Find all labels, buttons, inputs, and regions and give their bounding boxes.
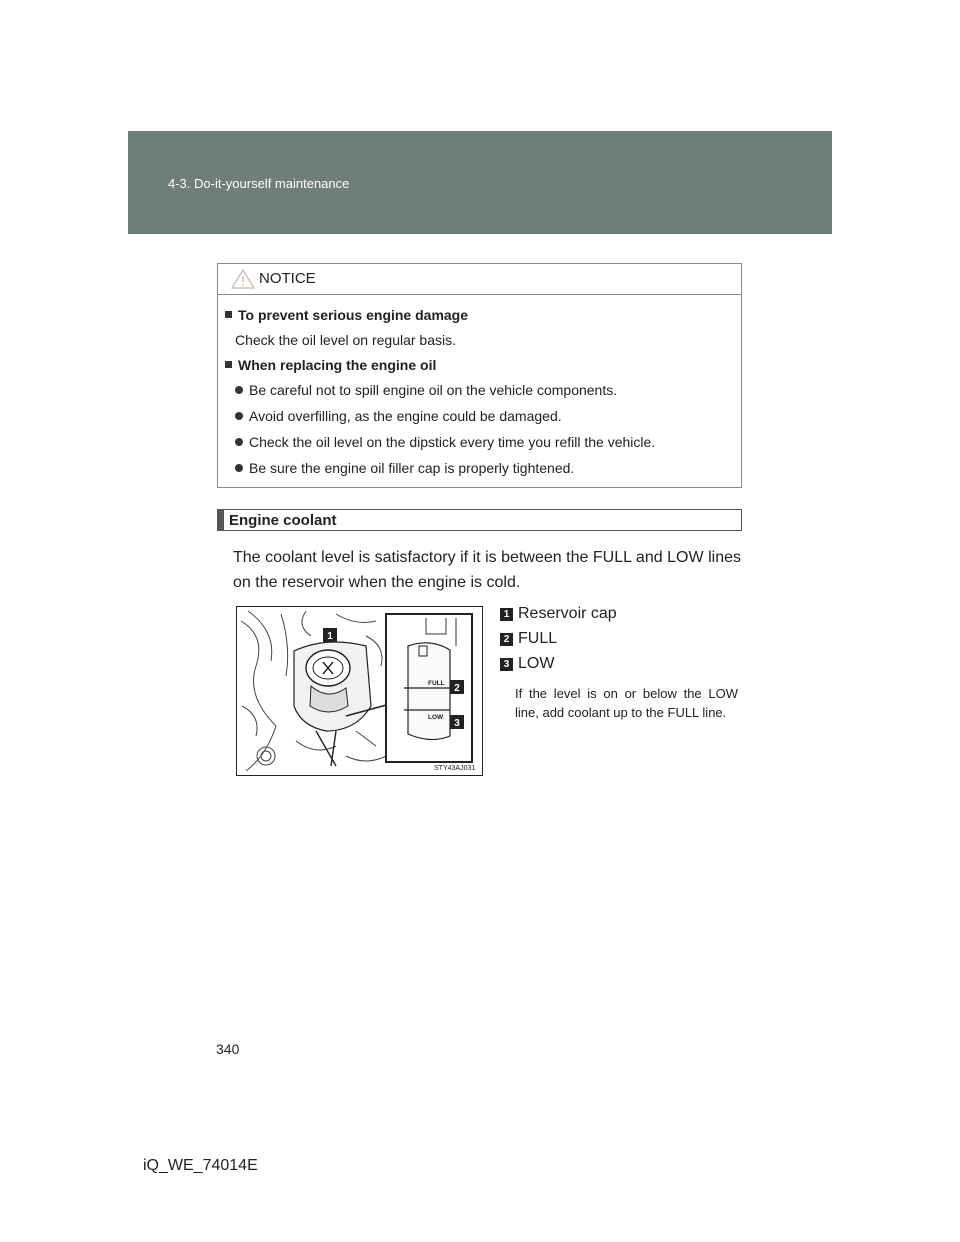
coolant-note: If the level is on or below the LOW line, add coolant up to the FULL line. — [515, 686, 738, 720]
engine-coolant-heading — [217, 509, 742, 531]
callout-3-label: 3 — [454, 718, 460, 729]
figure-code: STY43AJ031 — [434, 765, 476, 772]
header-band — [128, 131, 832, 234]
round-bullet-icon — [235, 438, 243, 446]
round-bullet-icon — [235, 386, 243, 394]
notice-title: NOTICE — [259, 270, 316, 287]
subsection-title: Engine coolant — [229, 512, 337, 529]
square-bullet-icon — [225, 361, 232, 368]
warning-triangle-icon — [231, 269, 255, 289]
callout-number-icon: 1 — [500, 608, 513, 621]
round-bullet-icon — [235, 412, 243, 420]
callout-2-label: 2 — [454, 683, 460, 694]
legend-item: 1 Reservoir cap — [500, 605, 617, 623]
round-bullet-icon — [235, 464, 243, 472]
callout-number-icon: 2 — [500, 633, 513, 646]
notice-header — [218, 264, 741, 295]
notice-heading: To prevent serious engine damage — [225, 307, 468, 323]
document-code: iQ_WE_74014E — [143, 1157, 258, 1174]
notice-bullet: Check the oil level on the dipstick every time you refill the vehicle. — [235, 434, 655, 450]
callout-1-label: 1 — [327, 631, 333, 642]
coolant-reservoir-illustration — [236, 606, 483, 776]
notice-heading: When replacing the engine oil — [225, 357, 436, 373]
figure-low-label: LOW — [428, 714, 444, 721]
coolant-description: The coolant level is satisfactory if it is between the FULL and LOW lines on the reservoir when the engine is cold. — [233, 549, 741, 591]
notice-text: Check the oil level on regular basis. — [235, 332, 457, 348]
notice-bullet: Be careful not to spill engine oil on the vehicle components. — [235, 382, 617, 398]
notice-bullet: Be sure the engine oil filler cap is properly tightened. — [235, 460, 574, 476]
notice-box — [217, 263, 742, 488]
notice-bullet: Avoid overfilling, as the engine could be damaged. — [235, 408, 562, 424]
legend-item: 3 LOW — [500, 655, 554, 673]
section-title: 4-3. Do-it-yourself maintenance — [168, 176, 350, 191]
figure-full-label: FULL — [428, 680, 445, 687]
legend-item: 2 FULL — [500, 630, 557, 648]
callout-number-icon: 3 — [500, 658, 513, 671]
square-bullet-icon — [225, 311, 232, 318]
page-number: 340 — [216, 1041, 240, 1057]
